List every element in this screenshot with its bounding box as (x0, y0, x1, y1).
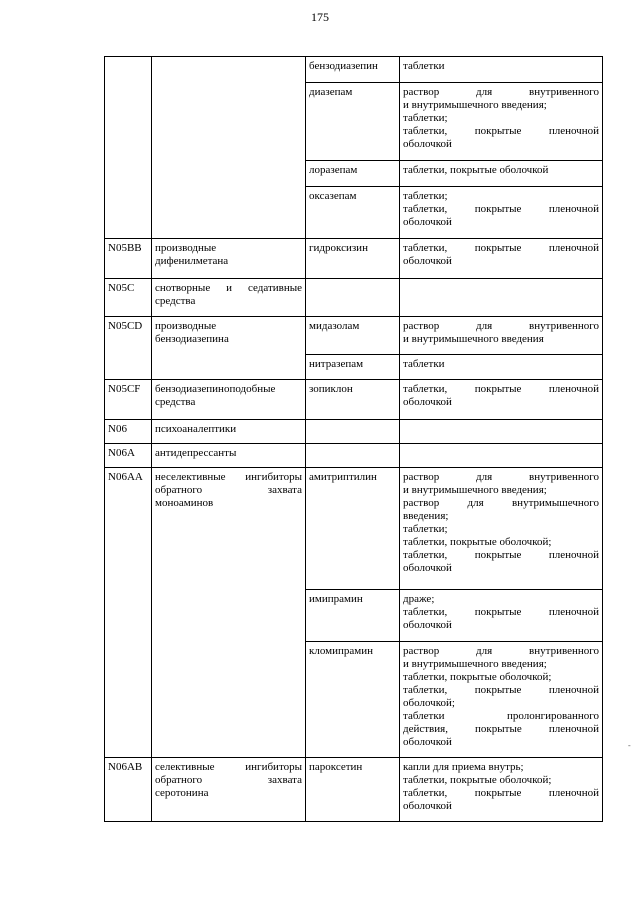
cell-line: раствор для внутривенного (403, 86, 599, 98)
form-cell (400, 239, 603, 279)
table-row (105, 380, 603, 420)
drug-cell: имипрамин (306, 590, 400, 642)
cell-line: бензодиазепиноподобные (155, 383, 276, 395)
group-cell (152, 420, 306, 444)
cell-line: обратного захвата (155, 774, 302, 786)
atc-code-cell: N05C (105, 279, 152, 317)
cell-line: селективные ингибиторы (155, 761, 302, 773)
cell-line: оболочкой (403, 138, 452, 150)
cell-line: оболочкой (403, 396, 452, 408)
form-cell (400, 57, 603, 83)
cell-line: таблетки (403, 358, 445, 370)
cell-line: введения; (403, 510, 449, 522)
cell-line: таблетки, покрытые оболочкой; (403, 536, 552, 548)
group-cell (152, 758, 306, 822)
cell-line: таблетки, покрытые оболочкой (403, 164, 549, 176)
cell-line: и внутримышечного введения; (403, 484, 547, 496)
table-row (105, 317, 603, 355)
form-cell (400, 355, 603, 380)
group-cell (152, 239, 306, 279)
atc-code-cell: N05CD (105, 317, 152, 380)
cell-line: оболочкой (403, 255, 452, 267)
drug-cell: бензодиазепин (306, 57, 400, 83)
table-row (105, 239, 603, 279)
scan-mark: - (628, 741, 631, 750)
atc-code-cell (105, 57, 152, 239)
drug-cell (306, 279, 400, 317)
cell-line: таблетки; (403, 190, 448, 202)
drug-table (104, 56, 603, 822)
atc-code-cell: N05CF (105, 380, 152, 420)
cell-line: оболочкой (403, 619, 452, 631)
atc-code-cell: N05BB (105, 239, 152, 279)
drug-cell: мидазолам (306, 317, 400, 355)
drug-cell: зопиклон (306, 380, 400, 420)
cell-line: таблетки, покрытые пленочной (403, 242, 599, 254)
cell-line: таблетки, покрытые пленочной (403, 125, 599, 137)
table-row (105, 279, 603, 317)
cell-line: и внутримышечного введения; (403, 99, 547, 111)
cell-line: таблетки, покрытые пленочной (403, 203, 599, 215)
cell-line: таблетки; (403, 112, 448, 124)
cell-line: таблетки, покрытые пленочной (403, 684, 599, 696)
cell-line: средства (155, 295, 196, 307)
drug-cell: гидроксизин (306, 239, 400, 279)
form-cell (400, 642, 603, 758)
form-cell (400, 317, 603, 355)
table-row (105, 468, 603, 590)
cell-line: производные (155, 242, 217, 254)
cell-line: оболочкой (403, 216, 452, 228)
atc-code-cell: N06 (105, 420, 152, 444)
cell-line: снотворные и седативные (155, 282, 302, 294)
cell-line: раствор для внутривенного (403, 471, 599, 483)
drug-cell: кломипрамин (306, 642, 400, 758)
cell-line: таблетки, покрытые пленочной (403, 787, 599, 799)
cell-line: раствор для внутривенного (403, 645, 599, 657)
group-cell (152, 468, 306, 758)
cell-line: дифенилметана (155, 255, 229, 267)
cell-line: неселективные ингибиторы (155, 471, 302, 483)
cell-line: и внутримышечного введения; (403, 658, 547, 670)
cell-line: таблетки, покрытые оболочкой; (403, 671, 552, 683)
drug-cell (306, 444, 400, 468)
cell-line: и внутримышечного введения (403, 333, 544, 345)
drug-cell: лоразепам (306, 161, 400, 187)
cell-line: таблетки, покрытые пленочной (403, 383, 599, 395)
table-row (105, 444, 603, 468)
cell-line: производные (155, 320, 217, 332)
cell-line: капли для приема внутрь; (403, 761, 524, 773)
cell-line: психоаналептики (155, 423, 237, 435)
group-cell (152, 279, 306, 317)
drug-cell: оксазепам (306, 187, 400, 239)
cell-line: таблетки, покрытые оболочкой; (403, 774, 552, 786)
cell-line: оболочкой (403, 800, 452, 812)
atc-code-cell: N06A (105, 444, 152, 468)
cell-line: оболочкой (403, 562, 452, 574)
cell-line: серотонина (155, 787, 209, 799)
cell-line: таблетки, покрытые пленочной (403, 606, 599, 618)
group-cell (152, 380, 306, 420)
drug-cell (306, 420, 400, 444)
form-cell (400, 758, 603, 822)
form-cell (400, 83, 603, 161)
form-cell (400, 468, 603, 590)
cell-line: антидепрессанты (155, 447, 237, 459)
cell-line: обратного захвата (155, 484, 302, 496)
group-cell (152, 317, 306, 380)
table-row (105, 420, 603, 444)
cell-line: таблетки пролонгированного (403, 710, 599, 722)
cell-line: оболочкой (403, 736, 452, 748)
cell-line: таблетки; (403, 523, 448, 535)
cell-line: оболочкой; (403, 697, 455, 709)
cell-line: раствор для внутривенного (403, 320, 599, 332)
group-cell (152, 444, 306, 468)
form-cell (400, 161, 603, 187)
cell-line: раствор для внутримышечного (403, 497, 599, 509)
drug-cell: диазепам (306, 83, 400, 161)
form-cell (400, 187, 603, 239)
cell-line: таблетки, покрытые пленочной (403, 549, 599, 561)
form-cell (400, 590, 603, 642)
cell-line: таблетки (403, 60, 445, 72)
cell-line: моноаминов (155, 497, 214, 509)
cell-line: бензодиазепина (155, 333, 229, 345)
form-cell (400, 420, 603, 444)
table-row (105, 57, 603, 83)
table-row (105, 758, 603, 822)
cell-line: драже; (403, 593, 435, 605)
cell-line: действия, покрытые пленочной (403, 723, 599, 735)
atc-code-cell: N06AA (105, 468, 152, 758)
form-cell (400, 444, 603, 468)
atc-code-cell: N06AB (105, 758, 152, 822)
group-cell (152, 57, 306, 239)
page-number: 175 (311, 10, 329, 24)
form-cell (400, 279, 603, 317)
cell-line: средства (155, 396, 196, 408)
drug-cell: нитразепам (306, 355, 400, 380)
drug-cell: амитриптилин (306, 468, 400, 590)
form-cell (400, 380, 603, 420)
drug-cell: пароксетин (306, 758, 400, 822)
